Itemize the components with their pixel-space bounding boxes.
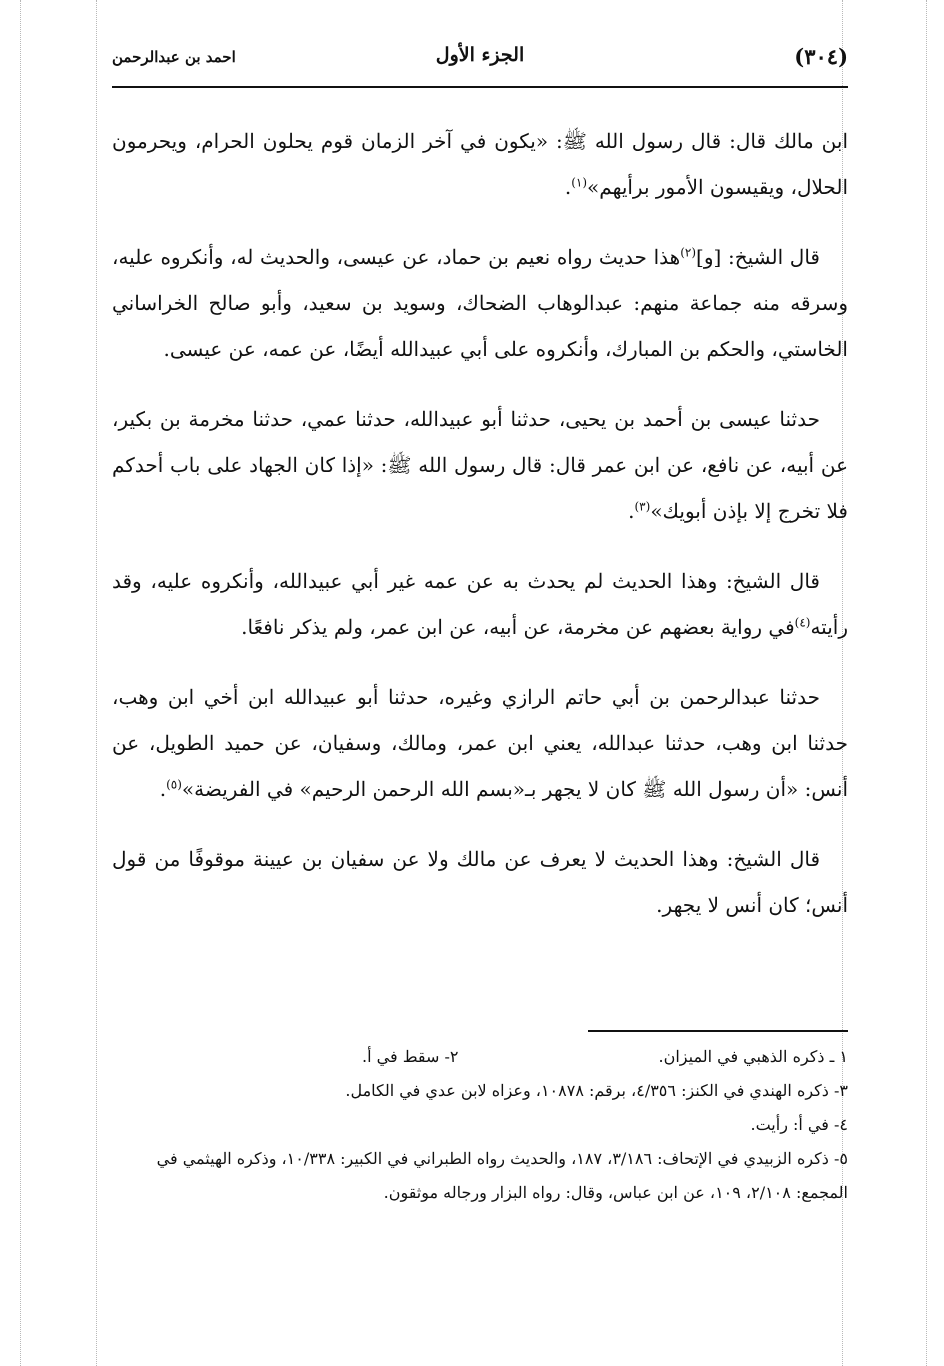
- page-header: [112, 40, 848, 80]
- paragraph: قال الشيخ: وهذا الحديث لا يعرف عن مالك ولا عن سفيان بن عيينة موقوفًا من قول أنس؛ كان أنس لا يجهر.: [112, 847, 848, 917]
- footnote-ref: (٥): [166, 777, 182, 792]
- footnote-divider: [588, 1030, 848, 1032]
- volume-title: الجزء الأول: [435, 44, 525, 66]
- scan-guide-line: [20, 0, 21, 1366]
- page-number: (٣٠٤): [794, 44, 848, 69]
- footnote-1: ١ ـ ذكره الذهبي في الميزان.: [658, 1047, 848, 1066]
- paragraph: قال الشيخ: وهذا الحديث لم يحدث به عن عمه غير أبي عبيدالله، وأنكروه عليه، وقد رأيته$^{(٤)}$في رواية بعضهم عن مخرمة، عن أبيه، عن ابن عمر، ولم يذكر نافعًا.: [112, 569, 848, 639]
- footnotes: [112, 1040, 848, 1210]
- footnote-4: ٤- في أ: رأيت.: [750, 1115, 848, 1134]
- scan-guide-line: [926, 0, 927, 1366]
- paragraph: ابن مالك قال: قال رسول الله ﷺ: «يكون في آخر الزمان قوم يحلون الحرام، ويحرمون الحلال، ويقيسون الأمور برأيهم»$^{(١)}$.: [112, 129, 848, 199]
- scan-guide-line: [96, 0, 97, 1366]
- author-name: احمد بن عبدالرحمن: [112, 48, 236, 66]
- header-divider: [112, 86, 848, 88]
- footnote-2: ٢- سقط في أ.: [362, 1047, 459, 1066]
- footnote-ref: (٣): [634, 499, 651, 514]
- footnote-5: ٥- ذكره الزبيدي في الإتحاف: ٣/١٨٦، ١٨٧، والحديث رواه الطبراني في الكبير: ١٠/٣٣٨، وذكره الهيثمي في المجمع: ٢/١٠٨، ١٠٩، عن ابن عباس، وقال: رواه البزار ورجاله موثقون.: [156, 1149, 848, 1202]
- footnote-ref: (٢): [680, 245, 697, 260]
- footnote-ref: (١): [571, 175, 588, 190]
- paragraph: حدثنا عبدالرحمن بن أبي حاتم الرازي وغيره، حدثنا أبو عبيدالله ابن أخي ابن وهب، حدثنا ابن وهب، حدثنا عبدالله، يعني ابن عمر، ومالك، وسفيان، عن حميد الطويل، عن أنس: «أن رسول الله ﷺ كان لا يجهر بـ«بسم الله الرحمن الرحيم» في الفريضة»$^{(٥)}$.: [112, 685, 848, 801]
- footnote-3: ٣- ذكره الهندي في الكنز: ٤/٣٥٦، برقم: ١٠٨٧٨، وعزاه لابن عدي في الكامل.: [345, 1081, 848, 1100]
- main-text: [112, 118, 848, 952]
- footnote-ref: (٤): [794, 615, 811, 630]
- paragraph: حدثنا عيسى بن أحمد بن يحيى، حدثنا أبو عبيدالله، حدثنا عمي، حدثنا مخرمة بن بكير، عن أبيه، عن نافع، عن ابن عمر قال: قال رسول الله ﷺ: «إذا كان الجهاد على باب أحدكم فلا تخرج إلا بإذن أبويك»$^{(٣)}$.: [112, 407, 848, 523]
- paragraph: قال الشيخ: [و]$^{(٢)}$هذا حديث رواه نعيم بن حماد، عن عيسى، والحديث له، وأنكروه عليه، وسرقه منه جماعة منهم: عبدالوهاب الضحاك، وسويد بن سعيد، وأبو صالح الخراساني الخاستي، والحكم بن المبارك، وأنكروه على أبي عبيدالله أيضًا، عن عمه، عن عيسى.: [112, 245, 848, 361]
